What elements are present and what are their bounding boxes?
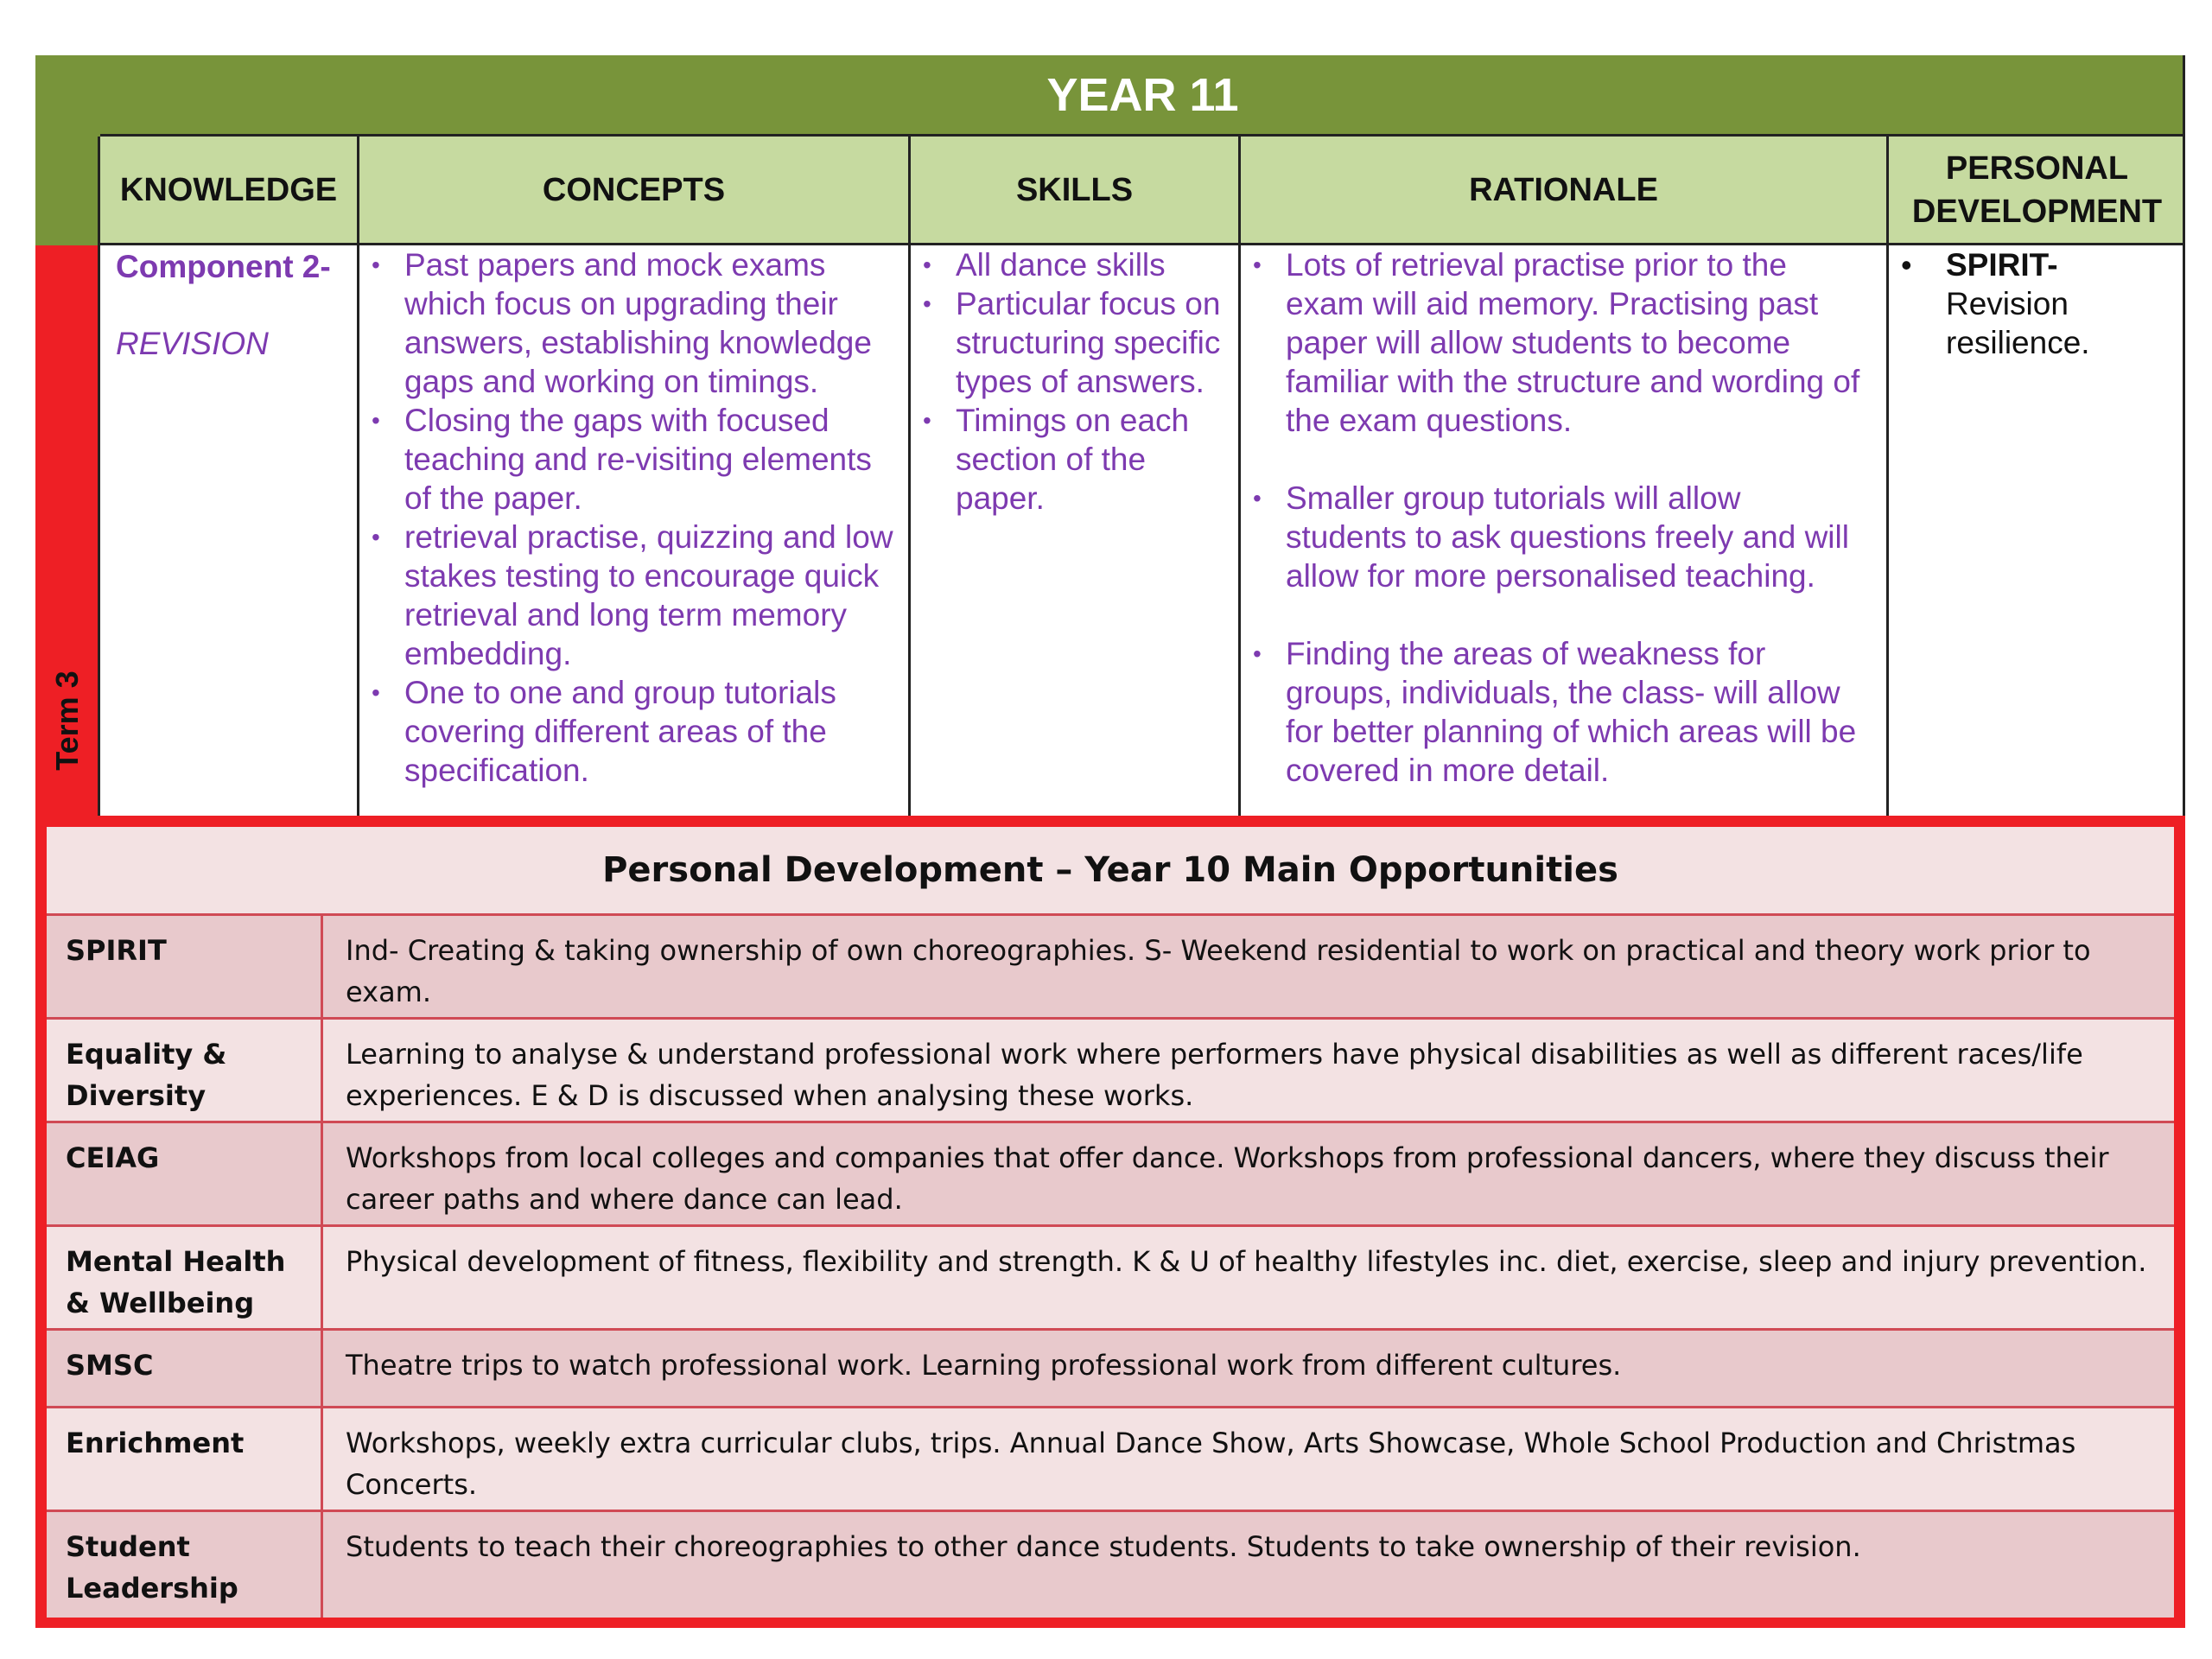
concept-item: • One to one and group tutorials covering different areas of the specification. xyxy=(359,673,898,790)
header-skills: SKILLS xyxy=(911,137,1241,245)
personal-development-table xyxy=(35,816,2185,1628)
pd-heading: • SPIRIT- xyxy=(1946,247,2058,283)
skills-cell xyxy=(911,245,1241,816)
pd-row-enrichment xyxy=(47,1408,2174,1512)
pd-table-body xyxy=(47,827,2174,1617)
corner-cell xyxy=(35,55,100,245)
year-11-curriculum-table xyxy=(35,55,2185,816)
rationale-item: • Finding the areas of weakness for groups, individuals, the class- will allow for better planning of which areas will be covered in more detail. xyxy=(1241,634,1869,790)
term-label: Term 3 xyxy=(49,671,85,771)
pd-row-smsc xyxy=(47,1331,2174,1408)
header-personal-development: PERSONAL DEVELOPMENT xyxy=(1889,137,2185,245)
column-divider xyxy=(98,137,100,816)
pd-row-text: Learning to analyse & understand professional work where performers have physical disabilities as well as different races/life experiences. E & D is discussed when analysing these works. xyxy=(346,1038,2083,1112)
concept-item: • retrieval practise, quizzing and low stakes testing to encourage quick retrieval and long term memory embedding. xyxy=(359,518,898,673)
knowledge-component: Component 2- xyxy=(116,249,331,284)
header-knowledge: KNOWLEDGE xyxy=(100,137,359,245)
pd-row-text: Workshops from local colleges and companies that offer dance. Workshops from professional dancers, where they discuss their career paths and where dance can lead. xyxy=(346,1141,2109,1216)
column-divider xyxy=(2183,55,2185,816)
pd-row-equality-diversity xyxy=(47,1020,2174,1123)
pd-row-label: Student Leadership xyxy=(47,1512,323,1618)
skill-item: • Particular focus on structuring specific types of answers. xyxy=(911,284,1228,401)
concept-item: • Closing the gaps with focused teaching and re-visiting elements of the paper. xyxy=(359,401,898,518)
pd-row-text: Theatre trips to watch professional work. Learning professional work from different cultures. xyxy=(346,1349,1622,1382)
skill-item: • All dance skills xyxy=(911,245,1228,284)
pd-row-label: Enrichment xyxy=(47,1408,323,1510)
pd-row-text: Workshops, weekly extra curricular clubs, trips. Annual Dance Show, Arts Showcase, Whole School Production and Christmas Concerts. xyxy=(346,1427,2076,1501)
pd-row-text: Ind- Creating & taking ownership of own choreographies. S- Weekend residential to work on practical and theory work prior to exam. xyxy=(346,934,2091,1008)
pd-row-label: Mental Health & Wellbeing xyxy=(47,1227,323,1328)
pd-row-mental-health xyxy=(47,1227,2174,1331)
concepts-cell xyxy=(359,245,911,816)
pd-table-title: Personal Development – Year 10 Main Opportunities xyxy=(47,827,2174,916)
pd-row-label: SPIRIT xyxy=(47,916,323,1017)
rationale-item: • Lots of retrieval practise prior to the exam will aid memory. Practising past paper will allow students to become familiar with the structure and wording of the exam questions. xyxy=(1241,245,1869,440)
pd-row-label: SMSC xyxy=(47,1331,323,1406)
pd-row-spirit xyxy=(47,916,2174,1020)
term-strip xyxy=(35,245,100,816)
year-title: YEAR 11 xyxy=(100,55,2185,137)
personal-development-cell xyxy=(1889,245,2185,816)
pd-row-text: Physical development of fitness, flexibility and strength. K & U of healthy lifestyles inc. diet, exercise, sleep and injury prevention. xyxy=(346,1245,2147,1278)
header-rationale: RATIONALE xyxy=(1241,137,1889,245)
header-concepts: CONCEPTS xyxy=(359,137,911,245)
knowledge-cell xyxy=(100,245,359,816)
pd-bullet xyxy=(1889,245,2175,362)
skill-item: • Timings on each section of the paper. xyxy=(911,401,1228,518)
pd-row-student-leadership xyxy=(47,1512,2174,1618)
concept-item: • Past papers and mock exams which focus on upgrading their answers, establishing knowledge gaps and working on timings. xyxy=(359,245,898,401)
pd-row-label: Equality & Diversity xyxy=(47,1020,323,1121)
pd-row-ceiag xyxy=(47,1123,2174,1227)
pd-row-label: CEIAG xyxy=(47,1123,323,1224)
pd-row-text: Students to teach their choreographies to other dance students. Students to take ownership of their revision. xyxy=(346,1530,1861,1563)
rationale-item: • Smaller group tutorials will allow students to ask questions freely and will allow for more personalised teaching. xyxy=(1241,479,1869,595)
knowledge-topic: REVISION xyxy=(116,326,269,361)
rationale-cell xyxy=(1241,245,1889,816)
pd-text: Revision resilience. xyxy=(1946,286,2090,360)
